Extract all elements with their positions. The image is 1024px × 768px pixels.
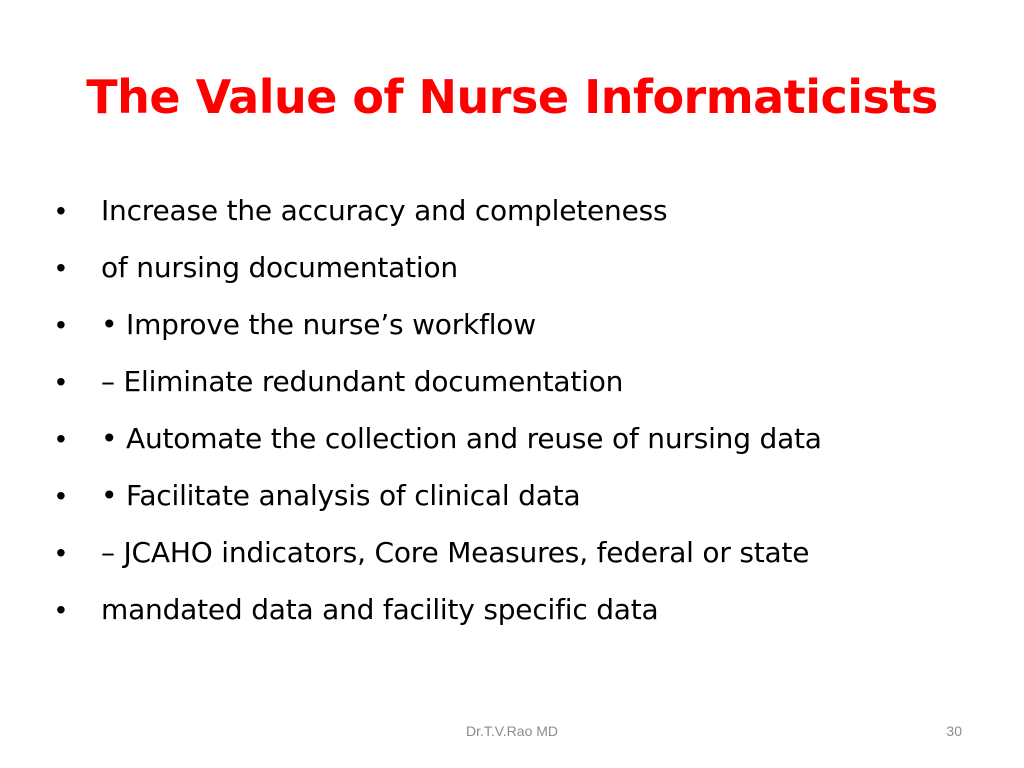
bullet-icon: • [56, 366, 66, 397]
bullet-text: • Automate the collection and reuse of nursing data [101, 422, 822, 455]
bullet-icon: • [56, 309, 66, 340]
bullet-text: Increase the accuracy and completeness [101, 194, 668, 227]
bullet-icon: • [56, 195, 66, 226]
bullet-text: • Improve the nurse’s workflow [101, 308, 536, 341]
page-number: 30 [946, 723, 962, 739]
bullet-text: • Facilitate analysis of clinical data [101, 479, 581, 512]
bullet-icon: • [56, 480, 66, 511]
bullet-text: of nursing documentation [101, 251, 458, 284]
list-item [56, 354, 986, 411]
bullet-icon: • [56, 537, 66, 568]
bullet-icon: • [56, 594, 66, 625]
bullet-text: mandated data and facility specific data [101, 593, 659, 626]
list-item [56, 411, 986, 468]
bullet-text: – JCAHO indicators, Core Measures, federal or state [101, 536, 810, 569]
bullet-icon: • [56, 252, 66, 283]
list-item [56, 183, 986, 240]
list-item [56, 525, 986, 582]
list-item [56, 582, 986, 639]
list-item [56, 240, 986, 297]
list-item [56, 468, 986, 525]
list-item [56, 297, 986, 354]
slide-title: The Value of Nurse Informaticists [86, 70, 938, 124]
footer-author: Dr.T.V.Rao MD [465, 723, 559, 739]
bullet-text: – Eliminate redundant documentation [101, 365, 624, 398]
bullet-icon: • [56, 423, 66, 454]
slide-footer [0, 721, 1024, 745]
bullet-list [56, 183, 986, 639]
